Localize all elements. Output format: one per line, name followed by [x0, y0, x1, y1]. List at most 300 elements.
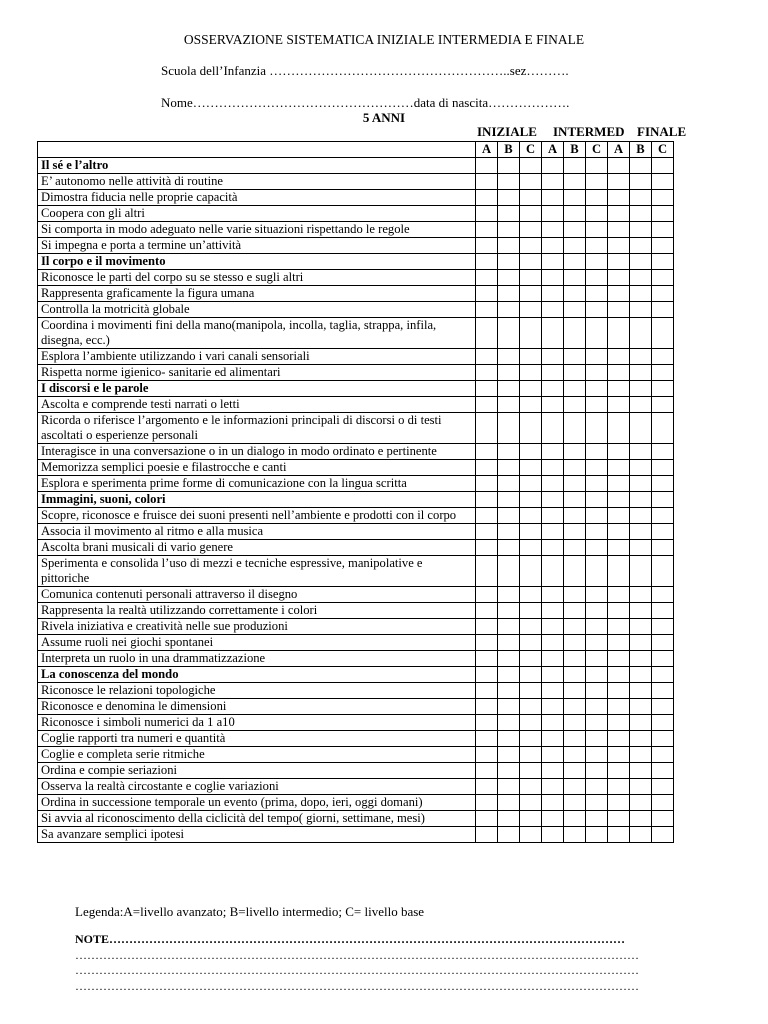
- grade-cell[interactable]: [520, 381, 542, 397]
- grade-cell[interactable]: [498, 779, 520, 795]
- grade-cell[interactable]: [564, 174, 586, 190]
- grade-cell[interactable]: [608, 556, 630, 587]
- grade-cell[interactable]: [652, 254, 674, 270]
- grade-cell[interactable]: [630, 587, 652, 603]
- grade-cell[interactable]: [476, 731, 498, 747]
- grade-cell[interactable]: [630, 795, 652, 811]
- grade-cell[interactable]: [652, 508, 674, 524]
- grade-cell[interactable]: [630, 747, 652, 763]
- grade-cell[interactable]: [542, 699, 564, 715]
- grade-cell[interactable]: [520, 508, 542, 524]
- grade-cell[interactable]: [498, 763, 520, 779]
- grade-cell[interactable]: [476, 699, 498, 715]
- grade-cell[interactable]: [498, 365, 520, 381]
- grade-cell[interactable]: [608, 715, 630, 731]
- grade-cell[interactable]: [498, 302, 520, 318]
- grade-cell[interactable]: [498, 460, 520, 476]
- grade-cell[interactable]: [564, 827, 586, 843]
- grade-cell[interactable]: [630, 222, 652, 238]
- grade-cell[interactable]: [564, 206, 586, 222]
- grade-cell[interactable]: [498, 715, 520, 731]
- grade-cell[interactable]: [476, 397, 498, 413]
- grade-cell[interactable]: [498, 667, 520, 683]
- grade-cell[interactable]: [630, 540, 652, 556]
- grade-cell[interactable]: [630, 444, 652, 460]
- grade-cell[interactable]: [564, 747, 586, 763]
- grade-cell[interactable]: [564, 365, 586, 381]
- grade-cell[interactable]: [652, 635, 674, 651]
- grade-cell[interactable]: [608, 190, 630, 206]
- grade-cell[interactable]: [542, 349, 564, 365]
- grade-cell[interactable]: [564, 381, 586, 397]
- grade-cell[interactable]: [586, 286, 608, 302]
- grade-cell[interactable]: [608, 524, 630, 540]
- grade-cell[interactable]: [608, 254, 630, 270]
- grade-cell[interactable]: [586, 779, 608, 795]
- grade-cell[interactable]: [608, 444, 630, 460]
- grade-cell[interactable]: [520, 286, 542, 302]
- grade-cell[interactable]: [630, 476, 652, 492]
- grade-cell[interactable]: [498, 254, 520, 270]
- grade-cell[interactable]: [564, 603, 586, 619]
- grade-cell[interactable]: [564, 779, 586, 795]
- grade-cell[interactable]: [476, 174, 498, 190]
- grade-cell[interactable]: [520, 206, 542, 222]
- grade-cell[interactable]: [476, 206, 498, 222]
- grade-cell[interactable]: [608, 795, 630, 811]
- grade-cell[interactable]: [520, 524, 542, 540]
- grade-cell[interactable]: [630, 715, 652, 731]
- grade-cell[interactable]: [542, 318, 564, 349]
- grade-cell[interactable]: [652, 699, 674, 715]
- grade-cell[interactable]: [498, 827, 520, 843]
- grade-cell[interactable]: [476, 508, 498, 524]
- grade-cell[interactable]: [564, 286, 586, 302]
- grade-cell[interactable]: [476, 349, 498, 365]
- grade-cell[interactable]: [564, 731, 586, 747]
- grade-cell[interactable]: [520, 492, 542, 508]
- grade-cell[interactable]: [476, 587, 498, 603]
- grade-cell[interactable]: [586, 476, 608, 492]
- grade-cell[interactable]: [608, 651, 630, 667]
- grade-cell[interactable]: [630, 238, 652, 254]
- grade-cell[interactable]: [608, 699, 630, 715]
- grade-cell[interactable]: [630, 190, 652, 206]
- grade-cell[interactable]: [542, 476, 564, 492]
- grade-cell[interactable]: [564, 190, 586, 206]
- grade-cell[interactable]: [586, 747, 608, 763]
- grade-cell[interactable]: [542, 603, 564, 619]
- grade-cell[interactable]: [652, 747, 674, 763]
- grade-cell[interactable]: [542, 174, 564, 190]
- grade-cell[interactable]: [586, 651, 608, 667]
- grade-cell[interactable]: [630, 603, 652, 619]
- grade-cell[interactable]: [586, 158, 608, 174]
- grade-cell[interactable]: [542, 651, 564, 667]
- grade-cell[interactable]: [630, 763, 652, 779]
- grade-cell[interactable]: [608, 349, 630, 365]
- grade-cell[interactable]: [630, 667, 652, 683]
- grade-cell[interactable]: [542, 286, 564, 302]
- grade-cell[interactable]: [652, 827, 674, 843]
- grade-cell[interactable]: [520, 827, 542, 843]
- grade-cell[interactable]: [476, 302, 498, 318]
- grade-cell[interactable]: [586, 683, 608, 699]
- grade-cell[interactable]: [520, 556, 542, 587]
- grade-cell[interactable]: [564, 619, 586, 635]
- grade-cell[interactable]: [630, 254, 652, 270]
- grade-cell[interactable]: [586, 413, 608, 444]
- grade-cell[interactable]: [542, 206, 564, 222]
- grade-cell[interactable]: [564, 811, 586, 827]
- grade-cell[interactable]: [630, 492, 652, 508]
- grade-cell[interactable]: [652, 174, 674, 190]
- grade-cell[interactable]: [520, 174, 542, 190]
- grade-cell[interactable]: [520, 635, 542, 651]
- grade-cell[interactable]: [542, 365, 564, 381]
- grade-cell[interactable]: [564, 302, 586, 318]
- grade-cell[interactable]: [608, 318, 630, 349]
- grade-cell[interactable]: [630, 683, 652, 699]
- grade-cell[interactable]: [564, 318, 586, 349]
- grade-cell[interactable]: [476, 444, 498, 460]
- grade-cell[interactable]: [520, 365, 542, 381]
- grade-cell[interactable]: [586, 222, 608, 238]
- grade-cell[interactable]: [608, 540, 630, 556]
- grade-cell[interactable]: [476, 158, 498, 174]
- grade-cell[interactable]: [498, 699, 520, 715]
- grade-cell[interactable]: [564, 524, 586, 540]
- grade-cell[interactable]: [542, 270, 564, 286]
- grade-cell[interactable]: [630, 508, 652, 524]
- grade-cell[interactable]: [564, 492, 586, 508]
- grade-cell[interactable]: [652, 444, 674, 460]
- grade-cell[interactable]: [498, 222, 520, 238]
- grade-cell[interactable]: [476, 763, 498, 779]
- grade-cell[interactable]: [630, 302, 652, 318]
- grade-cell[interactable]: [564, 667, 586, 683]
- grade-cell[interactable]: [564, 508, 586, 524]
- grade-cell[interactable]: [652, 318, 674, 349]
- grade-cell[interactable]: [542, 619, 564, 635]
- grade-cell[interactable]: [630, 318, 652, 349]
- grade-cell[interactable]: [608, 619, 630, 635]
- grade-cell[interactable]: [608, 747, 630, 763]
- grade-cell[interactable]: [476, 827, 498, 843]
- grade-cell[interactable]: [652, 587, 674, 603]
- grade-cell[interactable]: [608, 158, 630, 174]
- grade-cell[interactable]: [498, 381, 520, 397]
- grade-cell[interactable]: [542, 222, 564, 238]
- grade-cell[interactable]: [564, 413, 586, 444]
- grade-cell[interactable]: [586, 715, 608, 731]
- grade-cell[interactable]: [520, 587, 542, 603]
- grade-cell[interactable]: [652, 302, 674, 318]
- grade-cell[interactable]: [476, 619, 498, 635]
- grade-cell[interactable]: [586, 206, 608, 222]
- grade-cell[interactable]: [520, 763, 542, 779]
- grade-cell[interactable]: [542, 381, 564, 397]
- grade-cell[interactable]: [520, 349, 542, 365]
- grade-cell[interactable]: [476, 238, 498, 254]
- grade-cell[interactable]: [652, 763, 674, 779]
- grade-cell[interactable]: [542, 508, 564, 524]
- grade-cell[interactable]: [652, 190, 674, 206]
- grade-cell[interactable]: [586, 540, 608, 556]
- grade-cell[interactable]: [542, 635, 564, 651]
- grade-cell[interactable]: [520, 795, 542, 811]
- grade-cell[interactable]: [498, 318, 520, 349]
- grade-cell[interactable]: [542, 158, 564, 174]
- grade-cell[interactable]: [652, 811, 674, 827]
- grade-cell[interactable]: [630, 413, 652, 444]
- grade-cell[interactable]: [586, 556, 608, 587]
- grade-cell[interactable]: [608, 683, 630, 699]
- grade-cell[interactable]: [630, 827, 652, 843]
- grade-cell[interactable]: [586, 635, 608, 651]
- grade-cell[interactable]: [630, 731, 652, 747]
- grade-cell[interactable]: [652, 206, 674, 222]
- grade-cell[interactable]: [542, 715, 564, 731]
- grade-cell[interactable]: [498, 587, 520, 603]
- grade-cell[interactable]: [498, 747, 520, 763]
- grade-cell[interactable]: [630, 651, 652, 667]
- grade-cell[interactable]: [652, 540, 674, 556]
- grade-cell[interactable]: [476, 460, 498, 476]
- grade-cell[interactable]: [586, 508, 608, 524]
- grade-cell[interactable]: [652, 731, 674, 747]
- grade-cell[interactable]: [564, 635, 586, 651]
- grade-cell[interactable]: [498, 444, 520, 460]
- grade-cell[interactable]: [564, 349, 586, 365]
- grade-cell[interactable]: [564, 397, 586, 413]
- grade-cell[interactable]: [520, 270, 542, 286]
- grade-cell[interactable]: [520, 747, 542, 763]
- grade-cell[interactable]: [542, 556, 564, 587]
- grade-cell[interactable]: [476, 779, 498, 795]
- grade-cell[interactable]: [630, 174, 652, 190]
- grade-cell[interactable]: [630, 286, 652, 302]
- grade-cell[interactable]: [476, 492, 498, 508]
- grade-cell[interactable]: [476, 254, 498, 270]
- grade-cell[interactable]: [608, 731, 630, 747]
- grade-cell[interactable]: [630, 811, 652, 827]
- grade-cell[interactable]: [652, 476, 674, 492]
- grade-cell[interactable]: [608, 763, 630, 779]
- grade-cell[interactable]: [564, 444, 586, 460]
- grade-cell[interactable]: [586, 174, 608, 190]
- grade-cell[interactable]: [652, 397, 674, 413]
- grade-cell[interactable]: [498, 556, 520, 587]
- grade-cell[interactable]: [476, 811, 498, 827]
- grade-cell[interactable]: [608, 827, 630, 843]
- grade-cell[interactable]: [542, 444, 564, 460]
- grade-cell[interactable]: [608, 174, 630, 190]
- grade-cell[interactable]: [608, 413, 630, 444]
- grade-cell[interactable]: [520, 651, 542, 667]
- grade-cell[interactable]: [476, 270, 498, 286]
- grade-cell[interactable]: [498, 492, 520, 508]
- grade-cell[interactable]: [652, 492, 674, 508]
- grade-cell[interactable]: [586, 444, 608, 460]
- grade-cell[interactable]: [498, 811, 520, 827]
- grade-cell[interactable]: [630, 381, 652, 397]
- grade-cell[interactable]: [542, 683, 564, 699]
- grade-cell[interactable]: [476, 667, 498, 683]
- grade-cell[interactable]: [498, 795, 520, 811]
- grade-cell[interactable]: [586, 619, 608, 635]
- grade-cell[interactable]: [608, 365, 630, 381]
- grade-cell[interactable]: [586, 381, 608, 397]
- grade-cell[interactable]: [520, 302, 542, 318]
- grade-cell[interactable]: [520, 603, 542, 619]
- grade-cell[interactable]: [476, 635, 498, 651]
- grade-cell[interactable]: [542, 827, 564, 843]
- grade-cell[interactable]: [564, 763, 586, 779]
- grade-cell[interactable]: [586, 603, 608, 619]
- grade-cell[interactable]: [586, 699, 608, 715]
- grade-cell[interactable]: [608, 270, 630, 286]
- grade-cell[interactable]: [498, 508, 520, 524]
- grade-cell[interactable]: [542, 667, 564, 683]
- grade-cell[interactable]: [608, 492, 630, 508]
- grade-cell[interactable]: [586, 254, 608, 270]
- grade-cell[interactable]: [586, 397, 608, 413]
- grade-cell[interactable]: [630, 619, 652, 635]
- grade-cell[interactable]: [476, 795, 498, 811]
- grade-cell[interactable]: [520, 397, 542, 413]
- grade-cell[interactable]: [476, 222, 498, 238]
- grade-cell[interactable]: [652, 651, 674, 667]
- grade-cell[interactable]: [498, 397, 520, 413]
- grade-cell[interactable]: [652, 683, 674, 699]
- grade-cell[interactable]: [608, 779, 630, 795]
- grade-cell[interactable]: [608, 635, 630, 651]
- grade-cell[interactable]: [476, 476, 498, 492]
- grade-cell[interactable]: [564, 238, 586, 254]
- grade-cell[interactable]: [586, 460, 608, 476]
- grade-cell[interactable]: [652, 779, 674, 795]
- grade-cell[interactable]: [586, 302, 608, 318]
- grade-cell[interactable]: [542, 397, 564, 413]
- grade-cell[interactable]: [630, 349, 652, 365]
- grade-cell[interactable]: [608, 667, 630, 683]
- grade-cell[interactable]: [652, 619, 674, 635]
- grade-cell[interactable]: [542, 731, 564, 747]
- grade-cell[interactable]: [542, 540, 564, 556]
- grade-cell[interactable]: [542, 587, 564, 603]
- grade-cell[interactable]: [586, 667, 608, 683]
- grade-cell[interactable]: [498, 190, 520, 206]
- grade-cell[interactable]: [498, 238, 520, 254]
- grade-cell[interactable]: [630, 365, 652, 381]
- grade-cell[interactable]: [476, 381, 498, 397]
- grade-cell[interactable]: [564, 476, 586, 492]
- grade-cell[interactable]: [498, 206, 520, 222]
- grade-cell[interactable]: [630, 397, 652, 413]
- grade-cell[interactable]: [476, 318, 498, 349]
- grade-cell[interactable]: [564, 795, 586, 811]
- grade-cell[interactable]: [520, 683, 542, 699]
- grade-cell[interactable]: [476, 365, 498, 381]
- grade-cell[interactable]: [520, 476, 542, 492]
- grade-cell[interactable]: [476, 286, 498, 302]
- grade-cell[interactable]: [652, 365, 674, 381]
- grade-cell[interactable]: [586, 524, 608, 540]
- grade-cell[interactable]: [542, 811, 564, 827]
- grade-cell[interactable]: [476, 413, 498, 444]
- grade-cell[interactable]: [520, 190, 542, 206]
- grade-cell[interactable]: [498, 683, 520, 699]
- grade-cell[interactable]: [520, 731, 542, 747]
- grade-cell[interactable]: [520, 318, 542, 349]
- grade-cell[interactable]: [652, 413, 674, 444]
- grade-cell[interactable]: [520, 222, 542, 238]
- grade-cell[interactable]: [652, 349, 674, 365]
- grade-cell[interactable]: [564, 158, 586, 174]
- grade-cell[interactable]: [498, 619, 520, 635]
- grade-cell[interactable]: [564, 540, 586, 556]
- grade-cell[interactable]: [520, 715, 542, 731]
- grade-cell[interactable]: [608, 476, 630, 492]
- grade-cell[interactable]: [564, 715, 586, 731]
- grade-cell[interactable]: [498, 635, 520, 651]
- grade-cell[interactable]: [564, 222, 586, 238]
- grade-cell[interactable]: [542, 779, 564, 795]
- grade-cell[interactable]: [630, 270, 652, 286]
- grade-cell[interactable]: [542, 795, 564, 811]
- grade-cell[interactable]: [498, 413, 520, 444]
- grade-cell[interactable]: [476, 747, 498, 763]
- grade-cell[interactable]: [520, 413, 542, 444]
- grade-cell[interactable]: [586, 492, 608, 508]
- grade-cell[interactable]: [630, 556, 652, 587]
- grade-cell[interactable]: [608, 603, 630, 619]
- grade-cell[interactable]: [564, 556, 586, 587]
- grade-cell[interactable]: [564, 683, 586, 699]
- grade-cell[interactable]: [608, 397, 630, 413]
- grade-cell[interactable]: [476, 190, 498, 206]
- grade-cell[interactable]: [498, 603, 520, 619]
- grade-cell[interactable]: [498, 349, 520, 365]
- grade-cell[interactable]: [586, 827, 608, 843]
- grade-cell[interactable]: [652, 222, 674, 238]
- grade-cell[interactable]: [652, 524, 674, 540]
- grade-cell[interactable]: [542, 747, 564, 763]
- grade-cell[interactable]: [476, 524, 498, 540]
- grade-cell[interactable]: [586, 190, 608, 206]
- grade-cell[interactable]: [542, 763, 564, 779]
- grade-cell[interactable]: [520, 619, 542, 635]
- grade-cell[interactable]: [586, 795, 608, 811]
- grade-cell[interactable]: [586, 318, 608, 349]
- grade-cell[interactable]: [586, 731, 608, 747]
- grade-cell[interactable]: [564, 587, 586, 603]
- grade-cell[interactable]: [520, 444, 542, 460]
- grade-cell[interactable]: [652, 381, 674, 397]
- grade-cell[interactable]: [542, 524, 564, 540]
- grade-cell[interactable]: [630, 206, 652, 222]
- grade-cell[interactable]: [476, 603, 498, 619]
- grade-cell[interactable]: [520, 540, 542, 556]
- grade-cell[interactable]: [520, 699, 542, 715]
- grade-cell[interactable]: [630, 635, 652, 651]
- grade-cell[interactable]: [586, 811, 608, 827]
- grade-cell[interactable]: [652, 603, 674, 619]
- grade-cell[interactable]: [652, 158, 674, 174]
- grade-cell[interactable]: [608, 286, 630, 302]
- grade-cell[interactable]: [652, 795, 674, 811]
